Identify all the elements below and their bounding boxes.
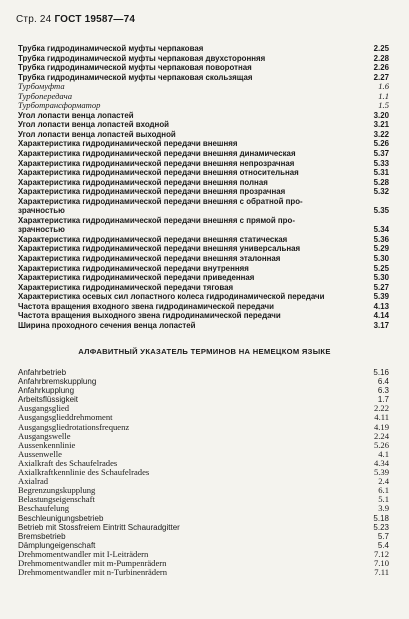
index-entry [18, 82, 389, 92]
term-number: 5.18 [373, 513, 389, 523]
index-entry [18, 504, 389, 513]
term-number: 5.25 [373, 263, 389, 273]
term-text: Турбомуфта [18, 81, 65, 92]
term-number: 1.5 [378, 100, 389, 111]
term-number: 3.20 [373, 110, 389, 120]
term-number: 2.25 [373, 44, 389, 53]
term-text: Турботрансформатор [18, 100, 101, 111]
term-text: Характеристика гидродинамической передачи внутренняя [18, 263, 249, 273]
term-text: Beschleunigungsbetrieb [18, 513, 104, 523]
term-number: 5.39 [373, 467, 389, 478]
term-text: Угол лопасти венца лопастей входной [18, 120, 169, 130]
index-entry [18, 139, 389, 149]
term-text: Турбопередача [18, 90, 73, 101]
term-text: Anfahrbremskupplung [18, 377, 97, 387]
index-entry [18, 273, 389, 283]
term-number: 7.11 [374, 567, 389, 578]
index-entry [18, 264, 389, 274]
term-text: Трубка гидродинамической муфты черпаковая поворотная [18, 63, 252, 73]
section-title: АЛФАВИТНЫЙ УКАЗАТЕЛЬ ТЕРМИНОВ НА НЕМЕЦКОМ ЯЗЫКЕ [78, 347, 331, 356]
index-entry [18, 523, 389, 532]
index-entry [18, 168, 389, 178]
term-text: зрачностью [18, 206, 65, 216]
term-number: 2.26 [373, 63, 389, 73]
term-text: Beschaufelung [18, 503, 70, 514]
term-number: 5.31 [373, 168, 389, 178]
term-text: Axialkraft des Schaufelrades [18, 457, 118, 468]
index-entry [18, 292, 389, 302]
index-entry [18, 54, 389, 64]
term-number: 5.36 [373, 234, 389, 244]
term-text: Характеристика гидродинамической передачи внешняя с прямой про- [18, 215, 295, 225]
index-entry [18, 311, 389, 321]
index-entry [18, 44, 389, 54]
term-number: 4.11 [374, 412, 389, 423]
index-entry [18, 101, 389, 111]
term-number: 5.4 [377, 540, 389, 550]
term-number: 2.24 [373, 430, 389, 441]
index-entry [18, 321, 389, 331]
term-number: 6.3 [377, 386, 389, 396]
term-number: 5.26 [373, 139, 389, 149]
term-text: Характеристика гидродинамической передачи внешняя с обратной про- [18, 196, 303, 206]
term-number: 5.28 [373, 177, 389, 187]
term-text: Drehmomentwandler mit n-Turbinenrädern [18, 567, 168, 578]
index-entry [18, 187, 389, 197]
term-number: 5.37 [373, 149, 389, 159]
term-text: Частота вращения выходного звена гидродинамической передачи [18, 311, 281, 321]
term-text: Характеристика гидродинамической передачи тяговая [18, 282, 234, 292]
term-number: 5.30 [373, 254, 389, 264]
term-number: 7.10 [373, 557, 389, 568]
term-text: Ширина проходного сечения венца лопастей [18, 320, 196, 330]
term-number: 4.13 [373, 301, 389, 311]
term-text: Belastungseigenschaft [18, 494, 95, 505]
index-entry [18, 111, 389, 121]
term-text: Anfahrkupplung [18, 386, 75, 396]
term-number: 1.6 [378, 81, 389, 92]
term-text: Begrenzungskupplung [18, 485, 96, 496]
term-text: Угол лопасти венца лопастей [18, 110, 134, 120]
term-text: Характеристика гидродинамической передачи приведенная [18, 273, 255, 283]
term-text: Трубка гидродинамической муфты черпаковая двухсторонняя [18, 53, 266, 63]
term-text: Aussenkennlinie [18, 439, 76, 450]
term-text: Характеристика гидродинамической передачи внешняя прозрачная [18, 187, 286, 197]
index-entry [18, 244, 389, 254]
index-entry [18, 178, 389, 188]
index-entry [18, 120, 389, 130]
index-entry [18, 423, 389, 432]
index-entry [18, 495, 389, 504]
term-number: 2.28 [373, 53, 389, 63]
term-number: 5.16 [373, 368, 389, 377]
term-text: Dämplungeigenschaft [18, 540, 96, 550]
term-number: 4.1 [378, 448, 389, 459]
index-entry [18, 441, 389, 450]
term-number: 3.9 [378, 503, 389, 514]
term-text: Axialrad [18, 476, 49, 487]
term-text: Характеристика гидродинамической передачи внешняя эталонная [18, 254, 281, 264]
index-entry [18, 225, 389, 235]
term-number: 5.29 [373, 244, 389, 254]
index-entry [18, 377, 389, 386]
term-number: 5.23 [373, 522, 389, 532]
index-entry [18, 302, 389, 312]
term-text: Axialkraftkennlinie des Schaufelrades [18, 467, 150, 478]
term-number: 1.1 [378, 90, 389, 101]
term-number: 3.21 [373, 120, 389, 130]
index-entry [18, 368, 389, 377]
term-text: Характеристика осевых сил лопастного колеса гидродинамической передачи [18, 292, 325, 302]
term-number: 2.22 [373, 403, 389, 414]
term-number: 4.19 [373, 421, 389, 432]
term-text: Характеристика гидродинамической передачи внешняя статическая [18, 234, 288, 244]
index-entry [18, 395, 389, 404]
term-number: 6.1 [378, 485, 389, 496]
term-text: Aussenwelle [18, 448, 62, 459]
term-text: Характеристика гидродинамической передачи внешняя [18, 139, 238, 149]
term-text: Ausgangsglieddrehmoment [18, 412, 113, 423]
term-text: зрачностью [18, 225, 65, 235]
term-text: Ausgangsgliedrotationsfrequenz [18, 421, 130, 432]
index-entry [18, 130, 389, 140]
term-text: Arbeitsflüssigkeit [18, 395, 79, 405]
german-term-index [18, 368, 389, 577]
term-text: Betrieb mit Stossfreiem Eintritt Schauradgitter [18, 522, 180, 532]
term-text: Drehmomentwandler mit I-Leiträdern [18, 548, 149, 559]
index-entry [18, 468, 389, 477]
term-number: 4.14 [373, 311, 389, 321]
term-text: Характеристика гидродинамической передачи внешняя динамическая [18, 149, 296, 159]
term-number: 3.22 [373, 129, 389, 139]
term-text: Ausgangsglied [18, 403, 70, 414]
index-entry [18, 532, 389, 541]
term-number: 5.26 [373, 439, 389, 450]
term-text: Угол лопасти венца лопастей выходной [18, 129, 176, 139]
page-header [16, 14, 135, 25]
index-entry [18, 206, 389, 216]
index-entry [18, 73, 389, 83]
term-number: 5.32 [373, 187, 389, 197]
index-entry [18, 197, 389, 207]
term-number: 3.17 [373, 320, 389, 330]
term-text: Bremsbetrieb [18, 531, 66, 541]
term-number: 5.1 [378, 494, 389, 505]
index-entry [18, 568, 389, 577]
term-text: Характеристика гидродинамической передачи внешняя относительная [18, 168, 299, 178]
term-number: 1.7 [377, 395, 389, 405]
index-entry [18, 63, 389, 73]
page-number: Стр. 24 [16, 14, 52, 25]
term-text: Drehmomentwandler mit m-Pumpenrädern [18, 557, 167, 568]
term-number: 4.34 [373, 457, 389, 468]
index-entry [18, 283, 389, 293]
index-entry [18, 235, 389, 245]
term-number: 5.30 [373, 273, 389, 283]
index-entry [18, 149, 389, 159]
index-entry [18, 386, 389, 395]
term-text: Ausgangswelle [18, 430, 71, 441]
russian-term-index [18, 44, 389, 330]
term-number: 5.35 [373, 206, 389, 216]
term-text: Характеристика гидродинамической передачи внешняя полная [18, 177, 268, 187]
term-number: 2.27 [373, 72, 389, 82]
term-number: 2.4 [378, 476, 389, 487]
term-number: 5.33 [373, 158, 389, 168]
term-number: 5.7 [377, 531, 389, 541]
term-text: Частота вращения входного звена гидродинамической передачи [18, 301, 274, 311]
index-entry [18, 514, 389, 523]
term-number: 5.27 [373, 282, 389, 292]
term-number: 5.34 [373, 225, 389, 235]
term-number: 7.12 [373, 548, 389, 559]
standard-number: ГОСТ 19587—74 [54, 14, 136, 25]
index-entry [18, 254, 389, 264]
index-entry [18, 216, 389, 226]
term-text: Характеристика гидродинамической передачи внешняя универсальная [18, 244, 301, 254]
term-number: 5.39 [373, 292, 389, 302]
term-text: Anfahrbetrieb [18, 368, 67, 377]
term-number: 6.4 [377, 377, 389, 387]
index-entry [18, 159, 389, 169]
term-text: Трубка гидродинамической муфты черпаковая скользящая [18, 72, 253, 82]
term-text: Характеристика гидродинамической передачи внешняя непрозрачная [18, 158, 295, 168]
term-text: Трубка гидродинамической муфты черпаковая [18, 44, 204, 53]
